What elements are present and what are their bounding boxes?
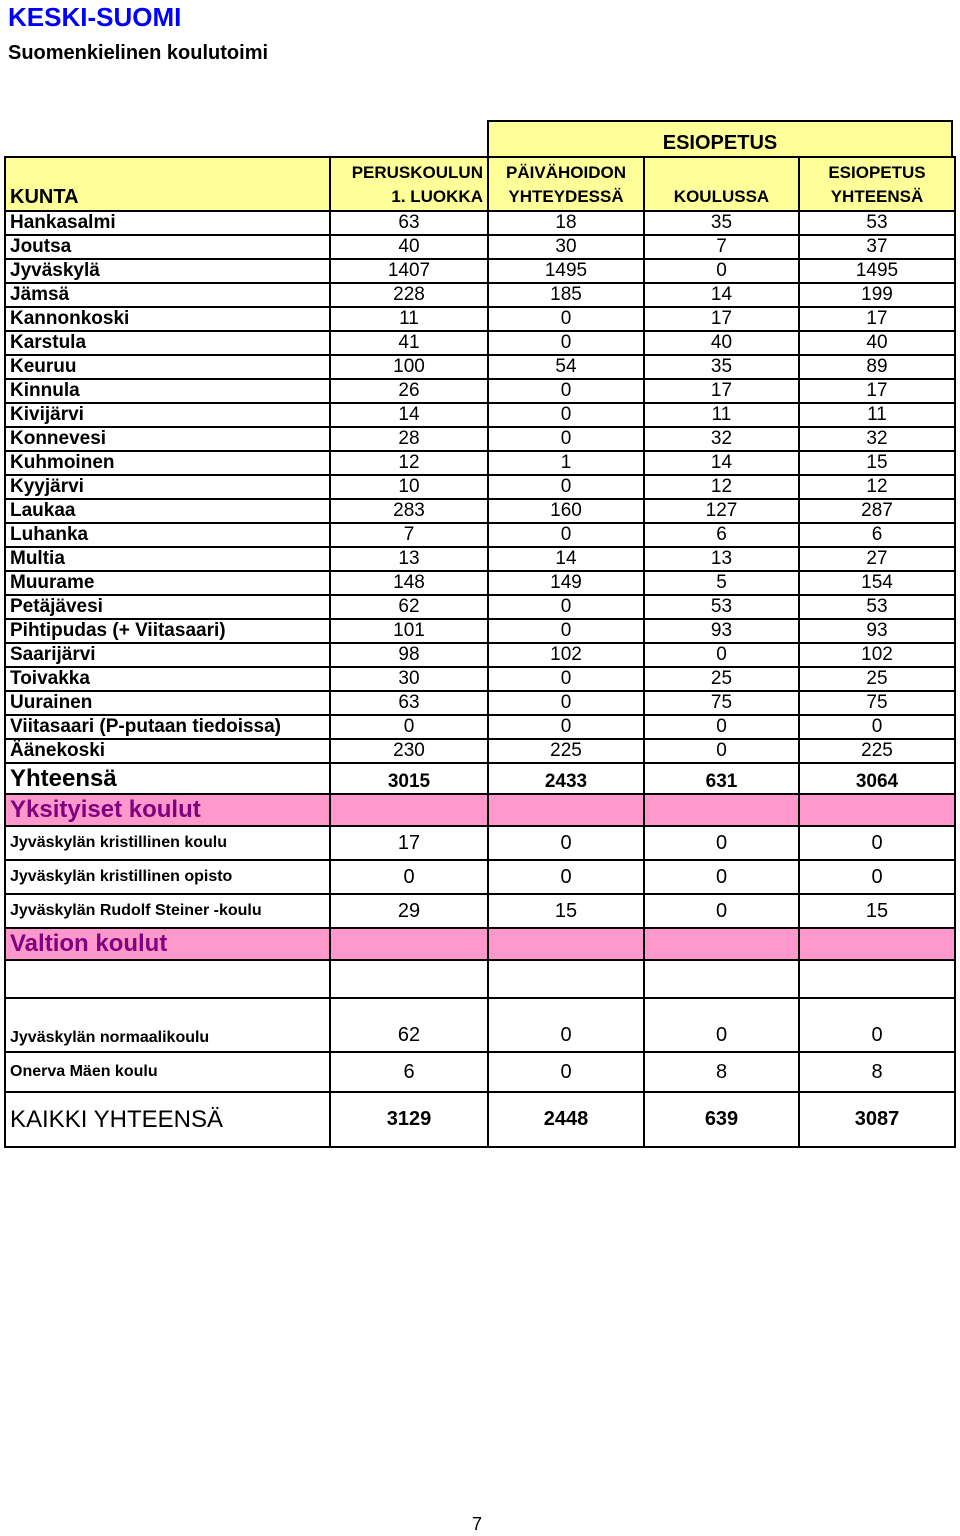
row-label: Laukaa — [5, 499, 330, 523]
value-cell: 53 — [644, 595, 799, 619]
row-label: Jyväskylän Rudolf Steiner -koulu — [5, 894, 330, 928]
value-cell: 0 — [799, 715, 955, 739]
value-cell: 0 — [799, 998, 955, 1052]
value-cell: 11 — [644, 403, 799, 427]
row-label: Jyväskylä — [5, 259, 330, 283]
value-cell: 101 — [330, 619, 488, 643]
value-cell: 199 — [799, 283, 955, 307]
value-cell: 230 — [330, 739, 488, 763]
table-row — [5, 571, 955, 595]
value-cell: 15 — [799, 451, 955, 475]
value-cell: 102 — [488, 643, 644, 667]
value-cell: 148 — [330, 571, 488, 595]
value-cell: 0 — [644, 259, 799, 283]
value-cell: 0 — [644, 739, 799, 763]
value-cell: 0 — [488, 715, 644, 739]
value-cell: 93 — [644, 619, 799, 643]
value-cell: 53 — [799, 595, 955, 619]
table-row — [5, 643, 955, 667]
value-cell: 98 — [330, 643, 488, 667]
value-cell: 3129 — [330, 1092, 488, 1147]
table-row — [5, 379, 955, 403]
value-cell: 0 — [488, 427, 644, 451]
value-cell: 0 — [644, 894, 799, 928]
empty-cell — [644, 928, 799, 960]
row-label: Toivakka — [5, 667, 330, 691]
value-cell: 3087 — [799, 1092, 955, 1147]
value-cell: 12 — [644, 475, 799, 499]
empty-cell — [488, 794, 644, 826]
value-cell: 1495 — [488, 259, 644, 283]
value-cell: 127 — [644, 499, 799, 523]
value-cell: 18 — [488, 211, 644, 235]
esiopetus-group-header: ESIOPETUS — [487, 120, 953, 156]
value-cell: 35 — [644, 355, 799, 379]
value-cell: 17 — [799, 379, 955, 403]
value-cell: 7 — [330, 523, 488, 547]
row-label: Jyväskylän kristillinen opisto — [5, 860, 330, 894]
value-cell: 14 — [644, 283, 799, 307]
state-schools-section — [5, 928, 955, 960]
value-cell: 40 — [799, 331, 955, 355]
table-row — [5, 523, 955, 547]
row-label: Keuruu — [5, 355, 330, 379]
private-school-row — [5, 826, 955, 860]
value-cell: 30 — [488, 235, 644, 259]
row-label: Konnevesi — [5, 427, 330, 451]
value-cell: 30 — [330, 667, 488, 691]
value-cell: 0 — [644, 643, 799, 667]
header-peruskoulun-line1: PERUSKOULUN — [351, 163, 483, 182]
table-row — [5, 667, 955, 691]
row-label: Luhanka — [5, 523, 330, 547]
value-cell: 15 — [799, 894, 955, 928]
value-cell: 160 — [488, 499, 644, 523]
value-cell: 32 — [644, 427, 799, 451]
value-cell: 0 — [488, 826, 644, 860]
row-label: Hankasalmi — [5, 211, 330, 235]
value-cell: 7 — [644, 235, 799, 259]
table-row — [5, 283, 955, 307]
private-school-row — [5, 894, 955, 928]
value-cell: 1 — [488, 451, 644, 475]
value-cell: 8 — [799, 1052, 955, 1092]
row-label: Jyväskylän normaalikoulu — [5, 998, 330, 1052]
value-cell: 0 — [488, 307, 644, 331]
value-cell: 2433 — [488, 763, 644, 794]
value-cell: 29 — [330, 894, 488, 928]
value-cell: 13 — [330, 547, 488, 571]
state-school-row — [5, 998, 955, 1052]
value-cell: 0 — [488, 331, 644, 355]
value-cell: 0 — [799, 860, 955, 894]
value-cell: 8 — [644, 1052, 799, 1092]
row-label: Petäjävesi — [5, 595, 330, 619]
value-cell: 63 — [330, 691, 488, 715]
value-cell: 287 — [799, 499, 955, 523]
header-peruskoulun — [330, 157, 488, 211]
value-cell: 25 — [799, 667, 955, 691]
empty-cell — [488, 960, 644, 998]
value-cell: 0 — [488, 619, 644, 643]
table-row — [5, 427, 955, 451]
value-cell: 14 — [488, 547, 644, 571]
value-cell: 100 — [330, 355, 488, 379]
value-cell: 62 — [330, 595, 488, 619]
value-cell: 75 — [644, 691, 799, 715]
value-cell: 0 — [488, 475, 644, 499]
state-school-row — [5, 1052, 955, 1092]
value-cell: 0 — [488, 860, 644, 894]
value-cell: 0 — [488, 667, 644, 691]
value-cell: 10 — [330, 475, 488, 499]
table-row — [5, 619, 955, 643]
header-row — [5, 157, 955, 211]
value-cell: 11 — [330, 307, 488, 331]
empty-cell — [488, 928, 644, 960]
value-cell: 5 — [644, 571, 799, 595]
value-cell: 62 — [330, 998, 488, 1052]
table-row — [5, 307, 955, 331]
table-row — [5, 331, 955, 355]
value-cell: 0 — [488, 379, 644, 403]
row-label: Joutsa — [5, 235, 330, 259]
table-row — [5, 451, 955, 475]
value-cell: 6 — [330, 1052, 488, 1092]
table-row — [5, 547, 955, 571]
value-cell: 0 — [799, 826, 955, 860]
page-title: KESKI-SUOMI — [8, 2, 182, 32]
value-cell: 12 — [799, 475, 955, 499]
table-row — [5, 403, 955, 427]
value-cell: 228 — [330, 283, 488, 307]
value-cell: 27 — [799, 547, 955, 571]
value-cell: 75 — [799, 691, 955, 715]
value-cell: 0 — [644, 826, 799, 860]
row-label: Karstula — [5, 331, 330, 355]
row-label: Saarijärvi — [5, 643, 330, 667]
row-label: Muurame — [5, 571, 330, 595]
value-cell: 14 — [330, 403, 488, 427]
value-cell: 0 — [330, 715, 488, 739]
value-cell: 154 — [799, 571, 955, 595]
header-paivahoidon-line1: PÄIVÄHOIDON — [506, 163, 626, 182]
page-number: 7 — [472, 1514, 483, 1534]
row-label: Yhteensä — [5, 763, 330, 794]
value-cell: 0 — [488, 595, 644, 619]
empty-cell — [330, 794, 488, 826]
row-label: Kyyjärvi — [5, 475, 330, 499]
private-school-row — [5, 860, 955, 894]
value-cell: 3064 — [799, 763, 955, 794]
value-cell: 185 — [488, 283, 644, 307]
header-paivahoidon — [488, 157, 644, 211]
header-peruskoulun-line2: 1. LUOKKA — [391, 187, 483, 206]
value-cell: 0 — [488, 403, 644, 427]
value-cell: 0 — [330, 860, 488, 894]
value-cell: 37 — [799, 235, 955, 259]
row-label: Äänekoski — [5, 739, 330, 763]
table-row — [5, 715, 955, 739]
value-cell: 225 — [488, 739, 644, 763]
value-cell: 53 — [799, 211, 955, 235]
page-subtitle: Suomenkielinen koulutoimi — [8, 42, 269, 64]
value-cell: 41 — [330, 331, 488, 355]
section-label: Valtion koulut — [5, 928, 330, 960]
value-cell: 12 — [330, 451, 488, 475]
value-cell: 0 — [488, 998, 644, 1052]
row-label: Kuhmoinen — [5, 451, 330, 475]
row-label: Jämsä — [5, 283, 330, 307]
table-row — [5, 259, 955, 283]
empty-cell — [330, 928, 488, 960]
table-row — [5, 211, 955, 235]
private-schools-section — [5, 794, 955, 826]
value-cell: 54 — [488, 355, 644, 379]
header-esiopetus-yhteensa — [799, 157, 955, 211]
value-cell: 40 — [330, 235, 488, 259]
table-row — [5, 235, 955, 259]
value-cell: 17 — [644, 307, 799, 331]
header-paivahoidon-line2: YHTEYDESSÄ — [508, 187, 624, 206]
value-cell: 17 — [330, 826, 488, 860]
value-cell: 0 — [644, 998, 799, 1052]
value-cell: 1407 — [330, 259, 488, 283]
value-cell: 25 — [644, 667, 799, 691]
header-kunta: KUNTA — [5, 157, 330, 211]
table-row — [5, 499, 955, 523]
value-cell: 0 — [644, 860, 799, 894]
value-cell: 28 — [330, 427, 488, 451]
header-esiopetus-line1: ESIOPETUS — [828, 163, 926, 182]
table-row — [5, 739, 955, 763]
value-cell: 6 — [799, 523, 955, 547]
value-cell: 17 — [644, 379, 799, 403]
value-cell: 102 — [799, 643, 955, 667]
row-label: Uurainen — [5, 691, 330, 715]
header-koulussa: KOULUSSA — [644, 157, 799, 211]
row-label: Kannonkoski — [5, 307, 330, 331]
row-label: Onerva Mäen koulu — [5, 1052, 330, 1092]
section-label: Yksityiset koulut — [5, 794, 330, 826]
value-cell: 32 — [799, 427, 955, 451]
value-cell: 14 — [644, 451, 799, 475]
row-label: Viitasaari (P-putaan tiedoissa) — [5, 715, 330, 739]
value-cell: 13 — [644, 547, 799, 571]
value-cell: 283 — [330, 499, 488, 523]
empty-cell — [5, 960, 330, 998]
value-cell: 15 — [488, 894, 644, 928]
value-cell: 639 — [644, 1092, 799, 1147]
table-row — [5, 475, 955, 499]
value-cell: 17 — [799, 307, 955, 331]
row-label: Kinnula — [5, 379, 330, 403]
value-cell: 89 — [799, 355, 955, 379]
empty-cell — [799, 928, 955, 960]
empty-cell — [799, 794, 955, 826]
table-row — [5, 595, 955, 619]
value-cell: 3015 — [330, 763, 488, 794]
value-cell: 149 — [488, 571, 644, 595]
row-label: Pihtipudas (+ Viitasaari) — [5, 619, 330, 643]
value-cell: 40 — [644, 331, 799, 355]
value-cell: 11 — [799, 403, 955, 427]
empty-cell — [644, 794, 799, 826]
value-cell: 63 — [330, 211, 488, 235]
value-cell: 0 — [488, 1052, 644, 1092]
value-cell: 35 — [644, 211, 799, 235]
value-cell: 0 — [488, 523, 644, 547]
value-cell: 0 — [644, 715, 799, 739]
value-cell: 225 — [799, 739, 955, 763]
statistics-table — [4, 156, 956, 1148]
header-esiopetus-line2: YHTEENSÄ — [830, 187, 924, 206]
value-cell: 26 — [330, 379, 488, 403]
value-cell: 631 — [644, 763, 799, 794]
value-cell: 2448 — [488, 1092, 644, 1147]
value-cell: 0 — [488, 691, 644, 715]
row-label: Kivijärvi — [5, 403, 330, 427]
value-cell: 93 — [799, 619, 955, 643]
table-row — [5, 691, 955, 715]
empty-cell — [799, 960, 955, 998]
empty-cell — [644, 960, 799, 998]
total-row — [5, 763, 955, 794]
value-cell: 1495 — [799, 259, 955, 283]
table-row — [5, 355, 955, 379]
value-cell: 6 — [644, 523, 799, 547]
row-label: Jyväskylän kristillinen koulu — [5, 826, 330, 860]
empty-cell — [330, 960, 488, 998]
grand-total-row — [5, 1092, 955, 1147]
row-label: KAIKKI YHTEENSÄ — [5, 1092, 330, 1147]
blank-row — [5, 960, 955, 998]
row-label: Multia — [5, 547, 330, 571]
